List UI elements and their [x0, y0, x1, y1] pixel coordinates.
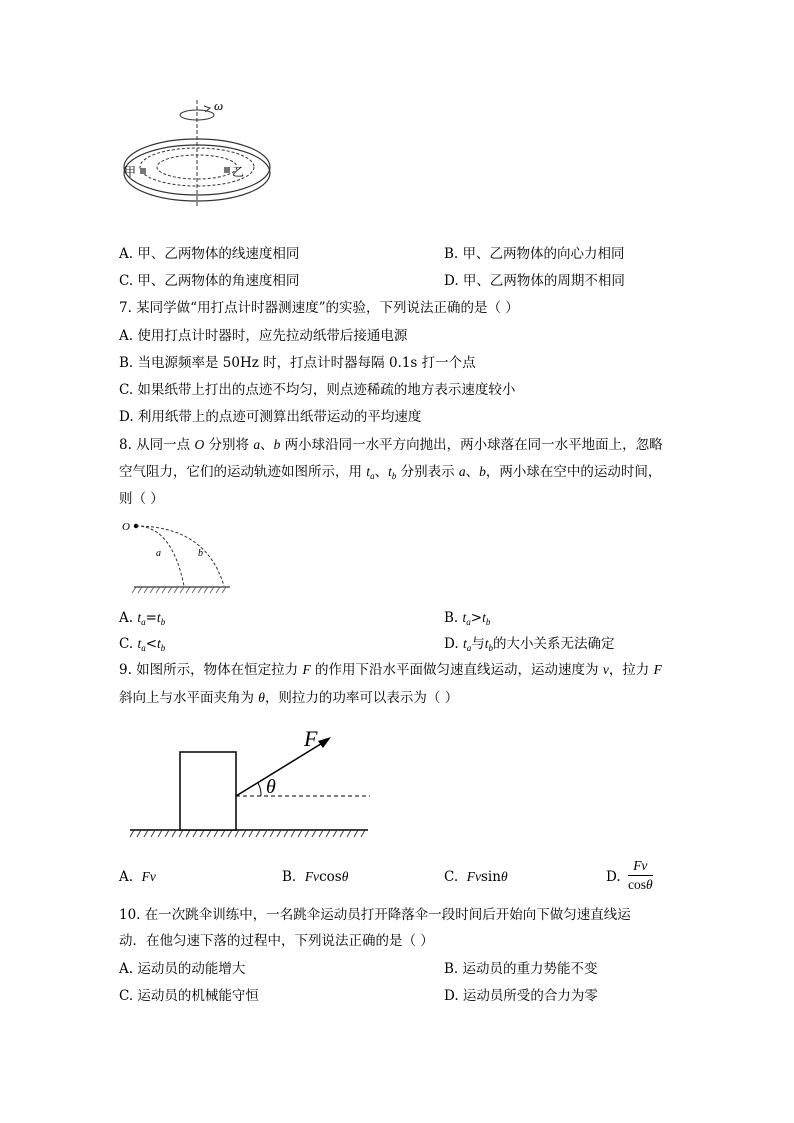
q10-stem-line1: 10. 在一次跳伞训练中，一名跳伞运动员打开降落伞一段时间后开始向下做匀速直线运: [119, 907, 631, 923]
q10-stem-line2: 动．在他匀速下落的过程中，下列说法正确的是（ ）: [119, 933, 434, 949]
force-figure: [128, 722, 373, 842]
point-o-label: O: [122, 521, 130, 533]
q8-option-a: A. $t_a=t_b$: [119, 610, 166, 627]
trajectory-b-label: b: [198, 548, 203, 559]
q6-option-c: C. 甲、乙两物体的角速度相同: [119, 273, 300, 289]
trajectory-figure: [120, 516, 232, 598]
q10-option-d: D. 运动员所受的合力为零: [444, 988, 598, 1004]
q6-option-a: A. 甲、乙两物体的线速度相同: [119, 246, 300, 262]
q7-option-c: C. 如果纸带上打出的点迹不均匀，则点迹稀疏的地方表示速度较小: [119, 382, 516, 398]
q6-option-d: D. 甲、乙两物体的周期不相同: [444, 273, 625, 289]
q9-option-d-label: D.: [606, 869, 621, 885]
q7-option-b: B. 当电源频率是 50Hz 时，打点计时器每隔 0.1s 打一个点: [119, 355, 476, 371]
q8-option-b: B. $t_a>t_b$: [444, 610, 491, 627]
q9-stem-line1: 9. 如图所示，物体在恒定拉力 F 的作用下沿水平面做匀速直线运动，运动速度为 v，拉力 F: [119, 662, 662, 678]
q8-stem-line3: 则（ ）: [119, 491, 164, 507]
trajectory-a-label: a: [156, 548, 161, 559]
fraction-numerator: Fv: [628, 857, 653, 876]
q6-option-b: B. 甲、乙两物体的向心力相同: [444, 246, 625, 262]
omega-label: ω: [214, 98, 224, 113]
fraction-denominator: cosθ: [628, 877, 653, 892]
q8-stem-line1: 8. 从同一点 O 分别将 a、b 两小球沿同一水平方向抛出，两小球落在同一水平地面上，忽略: [119, 437, 663, 453]
q9-stem-line2: 斜向上与水平面夹角为 θ，则拉力的功率可以表示为（ ）: [119, 690, 459, 706]
jia-label: 甲: [124, 165, 137, 179]
q10-option-b: B. 运动员的重力势能不变: [444, 961, 598, 977]
q9-option-c: C. Fvsinθ: [444, 869, 508, 885]
q8-option-c: C. $t_a<t_b$: [119, 636, 166, 653]
yi-label: 乙: [232, 165, 245, 179]
q7-option-a: A. 使用打点计时器时，应先拉动纸带后接通电源: [119, 328, 408, 344]
angle-theta-label: θ: [266, 776, 276, 798]
q10-option-c: C. 运动员的机械能守恒: [119, 988, 259, 1004]
q9-option-b: B. Fvcosθ: [282, 869, 349, 885]
q9-option-d-fraction: [628, 857, 653, 894]
q8-stem-line2: 空气阻力，它们的运动轨迹如图所示，用 $t_a$、$t_b$ 分别表示 a、b，两小球在空中的运动时间，: [119, 464, 662, 481]
q10-option-a: A. 运动员的动能增大: [119, 961, 246, 977]
q7-option-d: D. 利用纸带上的点迹可测算出纸带运动的平均速度: [119, 409, 422, 425]
q7-stem: 7. 某同学做“用打点计时器测速度”的实验，下列说法正确的是（ ）: [119, 300, 519, 316]
rotating-disc-figure: [110, 98, 290, 208]
q8-option-d: D. $t_a$与$t_b$的大小关系无法确定: [444, 636, 615, 653]
q9-option-a: A. Fv: [119, 869, 156, 885]
force-f-label: F: [304, 726, 318, 751]
